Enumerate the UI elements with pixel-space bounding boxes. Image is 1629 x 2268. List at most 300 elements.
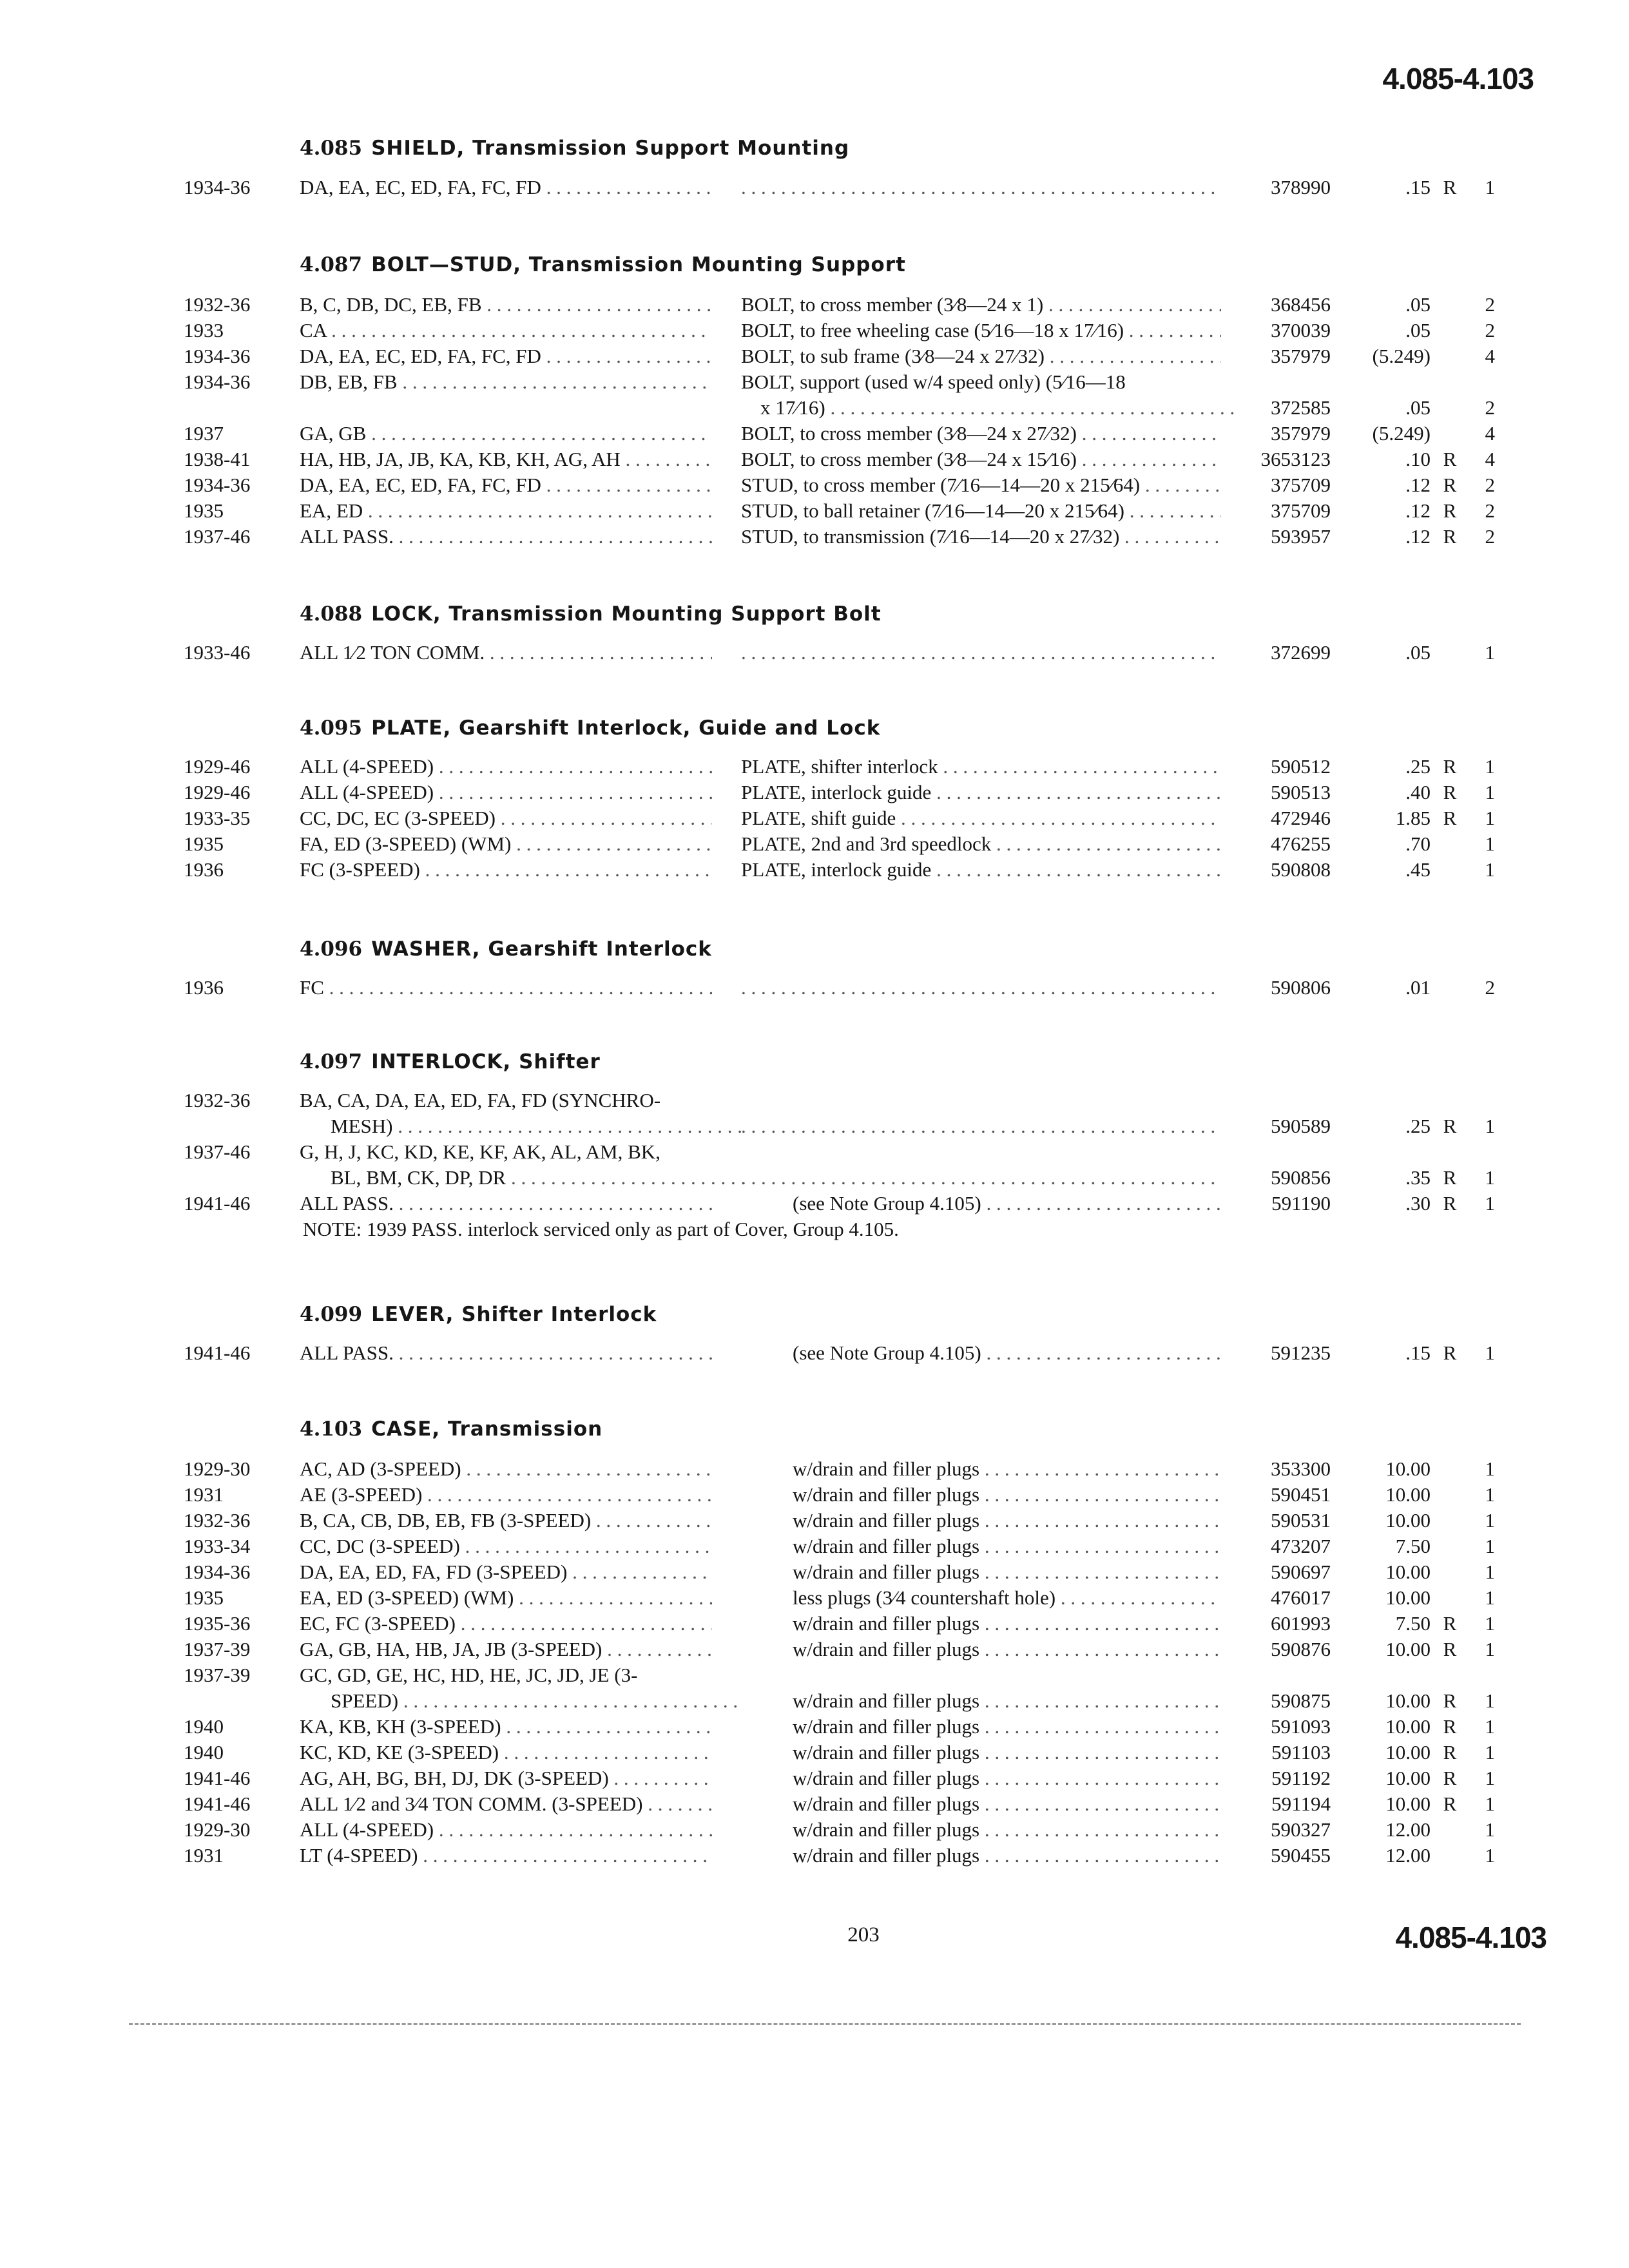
quantity-cell: 1 <box>1485 1715 1495 1738</box>
price-cell: .35 <box>1405 1166 1431 1189</box>
quantity-cell: 1 <box>1485 1561 1495 1583</box>
table-row <box>0 1818 1629 1845</box>
table-row <box>0 1792 1629 1820</box>
quantity-cell: 4 <box>1485 448 1495 470</box>
section-number: 4.103 <box>300 1418 363 1441</box>
table-row <box>0 176 1629 203</box>
price-cell: 10.00 <box>1385 1509 1431 1532</box>
section-title <box>300 1303 657 1326</box>
part-number-cell: 378990 <box>1271 176 1331 198</box>
year-cell: 1935 <box>184 499 224 522</box>
model-cell: SPEED) . . . <box>300 1689 743 1713</box>
description-cell: BOLT, to cross member (3⁄8—24 x 15⁄16) . . . <box>741 448 1221 471</box>
part-number-cell: 590589 <box>1271 1115 1331 1137</box>
section-number: 4.097 <box>300 1050 363 1073</box>
flag-cell: R <box>1443 1115 1457 1137</box>
table-row <box>0 396 1629 423</box>
year-cell: 1936 <box>184 976 224 999</box>
section-title <box>300 937 712 961</box>
flag-cell: R <box>1443 781 1457 803</box>
flag-cell: R <box>1443 1166 1457 1189</box>
description-cell: PLATE, interlock guide . . . <box>741 781 1221 804</box>
quantity-cell: 1 <box>1485 1192 1495 1215</box>
description-cell: (see Note Group 4.105) . . . <box>793 1192 1221 1215</box>
section-name: SHIELD, Transmission Support Mounting <box>371 137 850 160</box>
section-name: PLATE, Gearshift Interlock, Guide and Lock <box>371 716 881 740</box>
part-number-cell: 353300 <box>1271 1457 1331 1480</box>
price-cell: (5.249) <box>1372 422 1431 445</box>
description-cell: BOLT, to cross member (3⁄8—24 x 1) . . . <box>741 293 1221 316</box>
description-cell: w/drain and filler plugs . . . <box>793 1638 1221 1661</box>
quantity-cell: 1 <box>1485 641 1495 664</box>
year-cell: 1933-34 <box>184 1535 251 1557</box>
table-row <box>0 1166 1629 1193</box>
year-cell: 1936 <box>184 858 224 881</box>
model-cell: CC, DC (3-SPEED) . . . <box>300 1535 712 1558</box>
price-cell: 12.00 <box>1385 1844 1431 1867</box>
part-number-cell: 372585 <box>1271 396 1331 419</box>
part-number-cell: 357979 <box>1271 345 1331 367</box>
year-cell: 1940 <box>184 1741 224 1763</box>
quantity-cell: 1 <box>1485 1612 1495 1635</box>
year-cell: 1938-41 <box>184 448 251 470</box>
year-cell: 1937-39 <box>184 1664 251 1686</box>
section-number: 4.088 <box>300 602 363 626</box>
table-row <box>0 1483 1629 1510</box>
table-row <box>0 1586 1629 1613</box>
table-row <box>0 832 1629 860</box>
price-cell: (5.249) <box>1372 345 1431 367</box>
flag-cell: R <box>1443 474 1457 496</box>
price-cell: .30 <box>1405 1192 1431 1215</box>
table-row <box>0 1844 1629 1871</box>
quantity-cell: 1 <box>1485 1483 1495 1506</box>
model-cell: B, C, DB, DC, EB, FB . . . <box>300 293 712 316</box>
quantity-cell: 1 <box>1485 1586 1495 1609</box>
model-cell: DA, EA, ED, FA, FD (3-SPEED) . . . <box>300 1561 712 1584</box>
table-row <box>0 499 1629 526</box>
description-cell: PLATE, shifter interlock . . . <box>741 755 1221 778</box>
price-cell: 10.00 <box>1385 1715 1431 1738</box>
price-cell: 10.00 <box>1385 1483 1431 1506</box>
price-cell: .25 <box>1405 755 1431 778</box>
flag-cell: R <box>1443 176 1457 198</box>
section-name: WASHER, Gearshift Interlock <box>371 937 712 961</box>
model-cell: AE (3-SPEED) . . . <box>300 1483 712 1506</box>
part-number-cell: 591093 <box>1271 1715 1331 1738</box>
year-cell: 1929-46 <box>184 755 251 778</box>
part-number-cell: 590806 <box>1271 976 1331 999</box>
part-number-cell: 472946 <box>1271 807 1331 829</box>
model-cell: ALL 1⁄2 TON COMM. . . . <box>300 641 712 664</box>
flag-cell: R <box>1443 525 1457 548</box>
section-number: 4.096 <box>300 937 363 961</box>
quantity-cell: 1 <box>1485 755 1495 778</box>
description-cell: w/drain and filler plugs . . . <box>793 1792 1221 1816</box>
flag-cell: R <box>1443 807 1457 829</box>
price-cell: 10.00 <box>1385 1792 1431 1815</box>
year-cell: 1931 <box>184 1483 224 1506</box>
year-cell: 1934-36 <box>184 345 251 367</box>
model-cell: HA, HB, JA, JB, KA, KB, KH, AG, AH . . . <box>300 448 712 471</box>
table-row <box>0 1767 1629 1794</box>
flag-cell: R <box>1443 1792 1457 1815</box>
quantity-cell: 1 <box>1485 1741 1495 1763</box>
price-cell: 10.00 <box>1385 1457 1431 1480</box>
price-cell: .05 <box>1405 641 1431 664</box>
section-title <box>300 1418 602 1441</box>
year-cell: 1934-36 <box>184 1561 251 1583</box>
model-cell: KC, KD, KE (3-SPEED) . . . <box>300 1741 712 1764</box>
year-cell: 1933-35 <box>184 807 251 829</box>
year-cell: 1932-36 <box>184 293 251 316</box>
year-cell: 1933 <box>184 319 224 341</box>
model-cell: CA . . . <box>300 319 712 342</box>
part-number-cell: 591192 <box>1271 1767 1331 1789</box>
quantity-cell: 2 <box>1485 499 1495 522</box>
description-cell: w/drain and filler plugs . . . <box>793 1561 1221 1584</box>
part-number-cell: 591235 <box>1271 1341 1331 1364</box>
description-cell: w/drain and filler plugs . . . <box>793 1612 1221 1635</box>
description-cell: PLATE, shift guide . . . <box>741 807 1221 830</box>
model-cell: LT (4-SPEED) . . . <box>300 1844 712 1867</box>
price-cell: .01 <box>1405 976 1431 999</box>
year-cell: 1934-36 <box>184 370 251 393</box>
model-cell: GA, GB . . . <box>300 422 712 445</box>
model-cell: ALL PASS. . . . <box>300 1341 712 1365</box>
model-cell: B, CA, CB, DB, EB, FB (3-SPEED) . . . <box>300 1509 712 1532</box>
part-number-cell: 357979 <box>1271 422 1331 445</box>
price-cell: 10.00 <box>1385 1689 1431 1712</box>
quantity-cell: 2 <box>1485 293 1495 316</box>
price-cell: 10.00 <box>1385 1561 1431 1583</box>
quantity-cell: 1 <box>1485 1767 1495 1789</box>
year-cell: 1937-46 <box>184 525 251 548</box>
part-number-cell: 590856 <box>1271 1166 1331 1189</box>
model-cell: AG, AH, BG, BH, DJ, DK (3-SPEED) . . . <box>300 1767 712 1790</box>
price-cell: .25 <box>1405 1115 1431 1137</box>
part-number-cell: 601993 <box>1271 1612 1331 1635</box>
flag-cell: R <box>1443 1689 1457 1712</box>
model-cell: DA, EA, EC, ED, FA, FC, FD . . . <box>300 345 712 368</box>
section-title <box>300 716 880 740</box>
quantity-cell: 1 <box>1485 1792 1495 1815</box>
year-cell: 1937-39 <box>184 1638 251 1660</box>
table-row <box>0 1115 1629 1142</box>
part-number-cell: 590512 <box>1271 755 1331 778</box>
table-row <box>0 319 1629 346</box>
part-number-cell: 590531 <box>1271 1509 1331 1532</box>
quantity-cell: 1 <box>1485 1535 1495 1557</box>
section-number: 4.095 <box>300 716 363 740</box>
model-cell: G, H, J, KC, KD, KE, KF, AK, AL, AM, BK, <box>300 1140 660 1163</box>
model-cell: FC . . . <box>300 976 712 999</box>
quantity-cell: 1 <box>1485 858 1495 881</box>
description-cell: w/drain and filler plugs . . . <box>793 1457 1221 1481</box>
description-cell <box>741 176 1221 199</box>
model-cell: DA, EA, EC, ED, FA, FC, FD . . . <box>300 176 712 199</box>
quantity-cell: 4 <box>1485 422 1495 445</box>
section-title <box>300 1050 601 1073</box>
scan-edge-line <box>129 2023 1521 2025</box>
year-cell: 1935-36 <box>184 1612 251 1635</box>
description-cell: STUD, to ball retainer (7⁄16—14—20 x 215⁄64) . . . <box>741 499 1221 523</box>
year-cell: 1934-36 <box>184 176 251 198</box>
section-name: CASE, Transmission <box>371 1418 603 1441</box>
description-cell: (see Note Group 4.105) . . . <box>793 1341 1221 1365</box>
quantity-cell: 2 <box>1485 319 1495 341</box>
quantity-cell: 1 <box>1485 832 1495 855</box>
header-range: 4.085-4.103 <box>1382 62 1534 95</box>
description-cell: w/drain and filler plugs . . . <box>793 1767 1221 1790</box>
price-cell: .05 <box>1405 293 1431 316</box>
price-cell: 7.50 <box>1395 1535 1431 1557</box>
price-cell: .12 <box>1405 499 1431 522</box>
description-cell <box>741 976 1221 999</box>
section-name: LEVER, Shifter Interlock <box>371 1303 657 1326</box>
table-row <box>0 1689 1629 1716</box>
flag-cell: R <box>1443 1715 1457 1738</box>
year-cell: 1929-30 <box>184 1818 251 1841</box>
model-cell: ALL (4-SPEED) . . . <box>300 781 712 804</box>
price-cell: 7.50 <box>1395 1612 1431 1635</box>
quantity-cell: 1 <box>1485 1509 1495 1532</box>
quantity-cell: 1 <box>1485 781 1495 803</box>
model-cell: BA, CA, DA, EA, ED, FA, FD (SYNCHRO- <box>300 1089 661 1111</box>
section-number: 4.099 <box>300 1303 363 1326</box>
quantity-cell: 2 <box>1485 474 1495 496</box>
description-cell: BOLT, to free wheeling case (5⁄16—18 x 17⁄16) . . . <box>741 319 1221 342</box>
year-cell: 1933-46 <box>184 641 251 664</box>
part-number-cell: 590697 <box>1271 1561 1331 1583</box>
quantity-cell: 1 <box>1485 1115 1495 1137</box>
page-number: 203 <box>847 1923 880 1946</box>
part-number-cell: 375709 <box>1271 474 1331 496</box>
description-cell <box>741 1115 1221 1138</box>
section-title <box>300 602 882 626</box>
price-cell: 10.00 <box>1385 1638 1431 1660</box>
model-cell: EA, ED (3-SPEED) (WM) . . . <box>300 1586 712 1610</box>
flag-cell: R <box>1443 448 1457 470</box>
description-cell: w/drain and filler plugs . . . <box>793 1689 1221 1713</box>
year-cell: 1941-46 <box>184 1792 251 1815</box>
price-cell: .45 <box>1405 858 1431 881</box>
model-cell: FC (3-SPEED) . . . <box>300 858 712 881</box>
part-number-cell: 372699 <box>1271 641 1331 664</box>
flag-cell: R <box>1443 1612 1457 1635</box>
section-name: BOLT—STUD, Transmission Mounting Support <box>371 253 906 276</box>
section-number: 4.087 <box>300 253 363 276</box>
quantity-cell: 2 <box>1485 396 1495 419</box>
description-cell: x 17⁄16) . . . <box>741 396 1240 419</box>
part-number-cell: 591190 <box>1271 1192 1331 1215</box>
price-cell: .15 <box>1405 1341 1431 1364</box>
price-cell: 10.00 <box>1385 1586 1431 1609</box>
table-row <box>0 1561 1629 1588</box>
part-number-cell: 590451 <box>1271 1483 1331 1506</box>
description-cell: PLATE, 2nd and 3rd speedlock . . . <box>741 832 1221 856</box>
flag-cell: R <box>1443 1638 1457 1660</box>
model-cell: MESH) . . . <box>300 1115 743 1138</box>
description-cell: w/drain and filler plugs . . . <box>793 1483 1221 1506</box>
model-cell: EA, ED . . . <box>300 499 712 523</box>
model-cell: ALL PASS. . . . <box>300 1192 712 1215</box>
model-cell: FA, ED (3-SPEED) (WM) . . . <box>300 832 712 856</box>
part-number-cell: 590875 <box>1271 1689 1331 1712</box>
description-cell: w/drain and filler plugs . . . <box>793 1818 1221 1841</box>
table-row <box>0 641 1629 668</box>
year-cell: 1941-46 <box>184 1341 251 1364</box>
model-cell: GC, GD, GE, HC, HD, HE, JC, JD, JE (3- <box>300 1664 638 1686</box>
year-cell: 1932-36 <box>184 1089 251 1111</box>
section-title <box>300 137 849 160</box>
quantity-cell: 1 <box>1485 1638 1495 1660</box>
part-number-cell: 590876 <box>1271 1638 1331 1660</box>
footer-range: 4.085-4.103 <box>1395 1921 1547 1954</box>
year-cell: 1937 <box>184 422 224 445</box>
flag-cell: R <box>1443 1192 1457 1215</box>
year-cell: 1937-46 <box>184 1140 251 1163</box>
model-cell: ALL 1⁄2 and 3⁄4 TON COMM. (3-SPEED) . . . <box>300 1792 712 1816</box>
price-cell: 12.00 <box>1385 1818 1431 1841</box>
section-number: 4.085 <box>300 137 363 160</box>
flag-cell: R <box>1443 755 1457 778</box>
year-cell: 1929-46 <box>184 781 251 803</box>
price-cell: 10.00 <box>1385 1767 1431 1789</box>
year-cell: 1929-30 <box>184 1457 251 1480</box>
table-row <box>0 858 1629 885</box>
section-title <box>300 253 906 276</box>
quantity-cell: 4 <box>1485 345 1495 367</box>
quantity-cell: 2 <box>1485 976 1495 999</box>
price-cell: .15 <box>1405 176 1431 198</box>
description-cell: less plugs (3⁄4 countershaft hole) . . . <box>793 1586 1221 1610</box>
model-cell: ALL PASS. . . . <box>300 525 712 548</box>
part-number-cell: 590455 <box>1271 1844 1331 1867</box>
description-cell: w/drain and filler plugs . . . <box>793 1509 1221 1532</box>
description-cell <box>741 641 1221 664</box>
part-number-cell: 368456 <box>1271 293 1331 316</box>
model-cell: CC, DC, EC (3-SPEED) . . . <box>300 807 712 830</box>
year-cell: 1941-46 <box>184 1767 251 1789</box>
flag-cell: R <box>1443 1767 1457 1789</box>
year-cell: 1932-36 <box>184 1509 251 1532</box>
description-cell: BOLT, to sub frame (3⁄8—24 x 27⁄32) . . . <box>741 345 1221 368</box>
part-number-cell: 370039 <box>1271 319 1331 341</box>
flag-cell: R <box>1443 1741 1457 1763</box>
quantity-cell: 1 <box>1485 1689 1495 1712</box>
table-row <box>0 1192 1629 1219</box>
flag-cell: R <box>1443 499 1457 522</box>
year-cell: 1931 <box>184 1844 224 1867</box>
model-cell: KA, KB, KH (3-SPEED) . . . <box>300 1715 712 1738</box>
part-number-cell: 375709 <box>1271 499 1331 522</box>
price-cell: .10 <box>1405 448 1431 470</box>
price-cell: 1.85 <box>1395 807 1431 829</box>
table-row <box>0 1715 1629 1742</box>
table-row <box>0 1638 1629 1665</box>
price-cell: .40 <box>1405 781 1431 803</box>
part-number-cell: 476017 <box>1271 1586 1331 1609</box>
part-number-cell: 590513 <box>1271 781 1331 803</box>
year-cell: 1934-36 <box>184 474 251 496</box>
section-name: LOCK, Transmission Mounting Support Bolt <box>371 602 882 626</box>
quantity-cell: 1 <box>1485 1818 1495 1841</box>
year-cell: 1935 <box>184 1586 224 1609</box>
description-cell: w/drain and filler plugs . . . <box>793 1741 1221 1764</box>
table-row <box>0 293 1629 320</box>
part-number-cell: 591103 <box>1271 1741 1331 1763</box>
price-cell: .05 <box>1405 396 1431 419</box>
model-cell: ALL (4-SPEED) . . . <box>300 1818 712 1841</box>
model-cell: GA, GB, HA, HB, JA, JB (3-SPEED) . . . <box>300 1638 712 1661</box>
description-cell <box>741 1166 1221 1189</box>
quantity-cell: 1 <box>1485 1166 1495 1189</box>
model-cell: ALL (4-SPEED) . . . <box>300 755 712 778</box>
price-cell: .12 <box>1405 474 1431 496</box>
quantity-cell: 1 <box>1485 1341 1495 1364</box>
quantity-cell: 1 <box>1485 176 1495 198</box>
model-cell: DA, EA, EC, ED, FA, FC, FD . . . <box>300 474 712 497</box>
table-row <box>0 1664 1629 1691</box>
part-number-cell: 591194 <box>1271 1792 1331 1815</box>
table-row <box>0 807 1629 834</box>
table-row <box>0 1089 1629 1116</box>
table-row <box>0 1612 1629 1639</box>
price-cell: 10.00 <box>1385 1741 1431 1763</box>
part-number-cell: 590808 <box>1271 858 1331 881</box>
table-row <box>0 474 1629 501</box>
table-row <box>0 755 1629 782</box>
year-cell: 1940 <box>184 1715 224 1738</box>
year-cell: 1935 <box>184 832 224 855</box>
year-cell: 1941-46 <box>184 1192 251 1215</box>
description-cell: w/drain and filler plugs . . . <box>793 1844 1221 1867</box>
description-cell: STUD, to cross member (7⁄16—14—20 x 215⁄64) . . . <box>741 474 1221 497</box>
table-row <box>0 370 1629 398</box>
table-row <box>0 1140 1629 1168</box>
table-row <box>0 1535 1629 1562</box>
table-row <box>0 525 1629 552</box>
quantity-cell: 1 <box>1485 1457 1495 1480</box>
part-number-cell: 476255 <box>1271 832 1331 855</box>
description-cell: PLATE, interlock guide . . . <box>741 858 1221 881</box>
description-cell: w/drain and filler plugs . . . <box>793 1535 1221 1558</box>
price-cell: .05 <box>1405 319 1431 341</box>
table-row <box>0 1509 1629 1536</box>
table-row <box>0 1457 1629 1485</box>
table-row <box>0 1741 1629 1768</box>
description-cell: w/drain and filler plugs . . . <box>793 1715 1221 1738</box>
table-row <box>0 1341 1629 1369</box>
section-name: INTERLOCK, Shifter <box>371 1050 601 1073</box>
flag-cell: R <box>1443 1341 1457 1364</box>
quantity-cell: 1 <box>1485 1844 1495 1867</box>
part-number-cell: 590327 <box>1271 1818 1331 1841</box>
price-cell: .12 <box>1405 525 1431 548</box>
table-row <box>0 422 1629 449</box>
part-number-cell: 473207 <box>1271 1535 1331 1557</box>
section-note: NOTE: 1939 PASS. interlock serviced only as part of Cover, Group 4.105. <box>303 1218 899 1240</box>
table-row <box>0 976 1629 1003</box>
price-cell: .70 <box>1405 832 1431 855</box>
model-cell: DB, EB, FB . . . <box>300 370 712 394</box>
quantity-cell: 1 <box>1485 807 1495 829</box>
model-cell: AC, AD (3-SPEED) . . . <box>300 1457 712 1481</box>
quantity-cell: 2 <box>1485 525 1495 548</box>
description-cell: BOLT, to cross member (3⁄8—24 x 27⁄32) . . . <box>741 422 1221 445</box>
table-row <box>0 781 1629 808</box>
